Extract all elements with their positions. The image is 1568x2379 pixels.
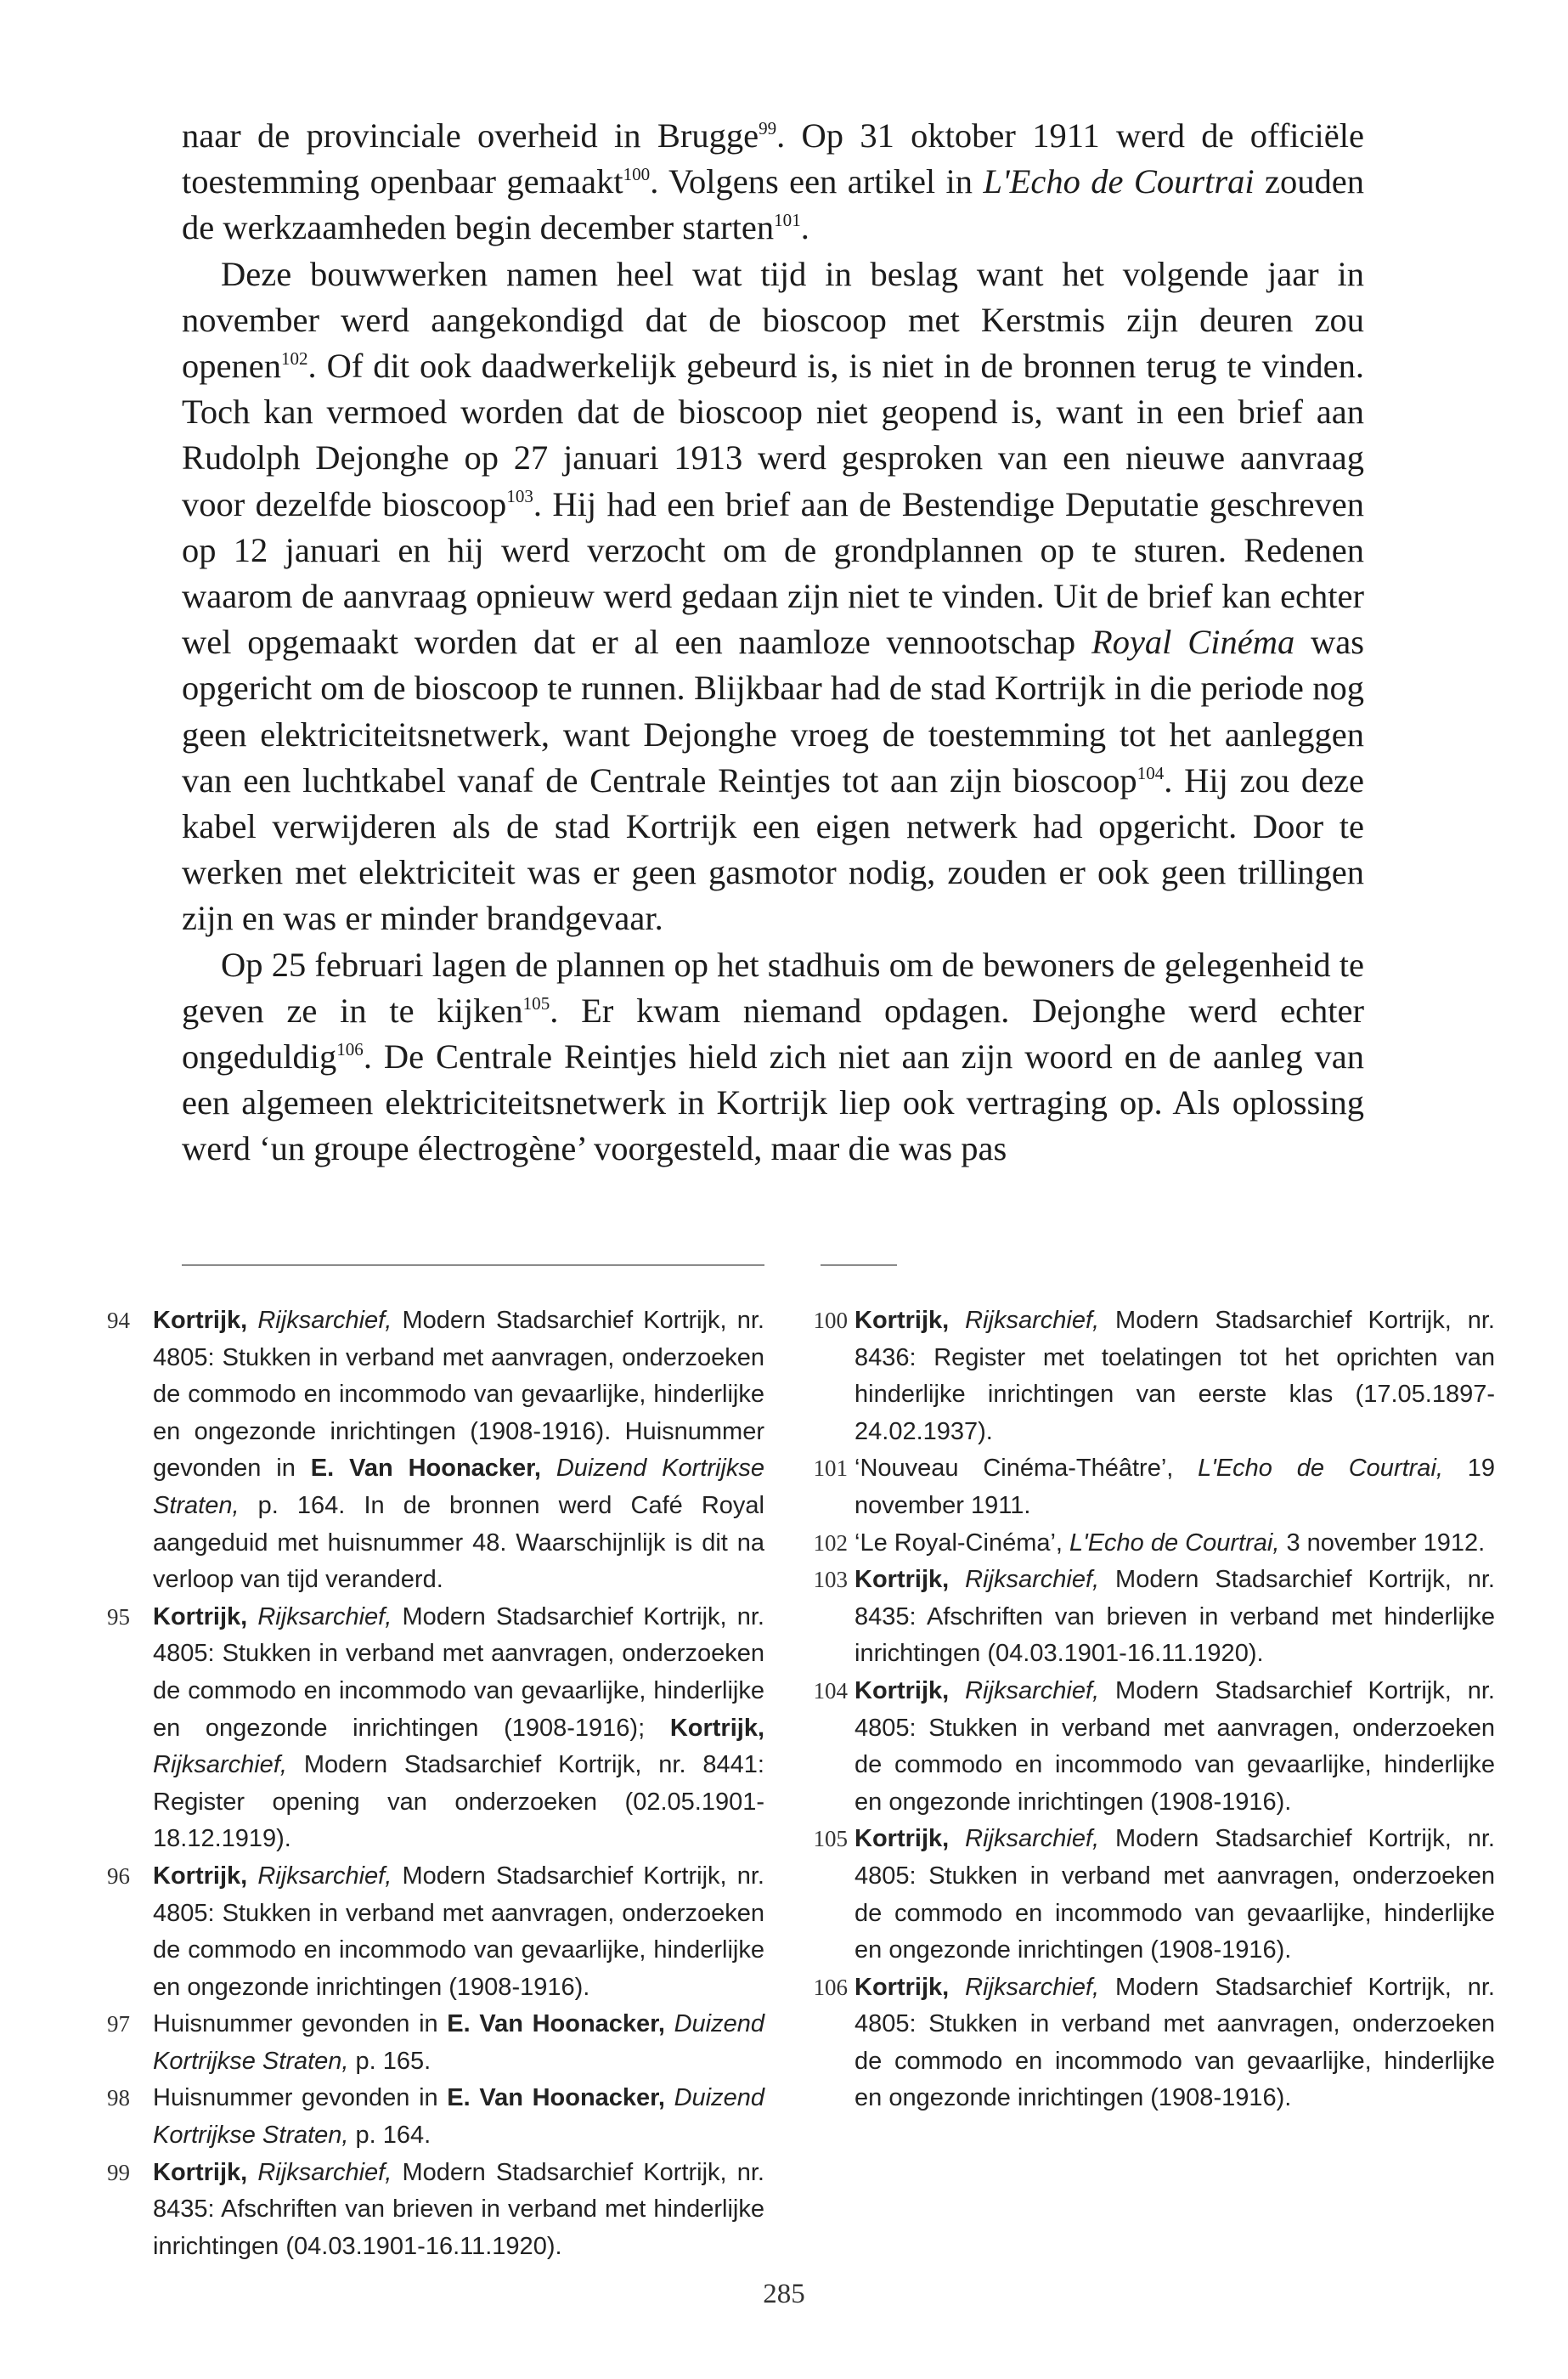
footnote-102	[780, 1525, 1495, 1562]
footnote-94	[107, 1303, 764, 1599]
footnote-italic: Rijksarchief,	[965, 1307, 1100, 1334]
footnote-106	[780, 1969, 1495, 2117]
company-name: Royal Cinéma	[1091, 623, 1295, 662]
footnote-italic: Rijksarchief,	[153, 1751, 287, 1779]
footnote-number: 96	[107, 1862, 130, 1889]
footnote-italic: Rijksarchief,	[965, 1825, 1100, 1853]
footnote-text: Modern Stadsarchief Kortrijk, nr. 4805: Stukken in verband met aanvragen, onderzoeken de commodo en incommodo van gevaarlijke, hinderlijke en ongezonde inrichtingen (1908-1916);	[153, 1602, 764, 1742]
page-number: 285	[763, 2279, 805, 2309]
footnote-97	[107, 2006, 764, 2080]
footnote-text: ‘Nouveau Cinéma-Théâtre’,	[855, 1455, 1199, 1483]
footnote-bold: Kortrijk,	[669, 1714, 764, 1742]
footnote-separator-short	[821, 1264, 897, 1266]
footnote-text: p. 164. In de bronnen werd Café Royal aangeduid met huisnummer 48. Waarschijnlijk is dit na verloop van tijd veranderd.	[153, 1491, 764, 1594]
footnote-99	[107, 2155, 764, 2266]
footnote-ref-99[interactable]: 99	[759, 117, 777, 138]
footnote-text: Huisnummer gevonden in	[153, 2084, 448, 2112]
text-span: Op 25 februari lagen de plannen op het stadhuis om de bewoners de gelegenheid te geven ze in te kijken	[182, 945, 1364, 1030]
text-span: . Op 31 oktober 1911 werd de officiële toestemming openbaar gemaakt	[182, 116, 1364, 201]
footnote-number: 102	[813, 1529, 848, 1556]
footnote-bold: Kortrijk,	[855, 1973, 950, 2001]
footnote-105	[780, 1821, 1495, 1969]
footnote-ref-104[interactable]: 104	[1137, 762, 1165, 783]
footnote-separator	[182, 1264, 764, 1266]
footnote-number: 100	[813, 1308, 848, 1333]
footnotes-right-column	[780, 1303, 1495, 2117]
footnote-text: Modern Stadsarchief Kortrijk, nr. 8435: Afschriften van brieven in verband met hinderlijke inrichtingen (04.03.1901-16.11.1920).	[153, 2158, 764, 2260]
paragraph-1	[182, 113, 1364, 251]
footnote-text: Modern Stadsarchief Kortrijk, nr. 4805: Stukken in verband met aanvragen, onderzoeken de commodo en incommodo van gevaarlijke, hinderlijke en ongezonde inrichtingen (1908-1916).	[153, 1862, 764, 2001]
footnote-104	[780, 1673, 1495, 1821]
text-span: . Er kwam niemand opdagen. Dejonghe werd echter ongeduldig	[182, 991, 1364, 1076]
footnote-text: ‘Le Royal-Cinéma’,	[855, 1529, 1070, 1557]
footnote-ref-101[interactable]: 101	[774, 210, 801, 231]
footnote-number: 104	[813, 1677, 848, 1704]
footnote-number: 101	[813, 1455, 848, 1482]
footnote-italic: Rijksarchief,	[257, 1307, 392, 1334]
footnote-ref-106[interactable]: 106	[336, 1038, 364, 1060]
footnote-number: 105	[813, 1826, 848, 1852]
footnote-number: 99	[107, 2159, 130, 2185]
footnote-text: Modern Stadsarchief Kortrijk, nr. 8436: Register met toelatingen tot het oprichten van hinderlijke inrichtingen van eerste klas (17.05.1897-24.02.1937).	[855, 1307, 1495, 1445]
footnote-bold: Kortrijk,	[855, 1566, 950, 1594]
footnote-italic: Rijksarchief,	[257, 1602, 392, 1630]
footnote-ref-100[interactable]: 100	[623, 164, 651, 185]
footnote-italic: Duizend Kortrijkse Straten,	[153, 1455, 764, 1519]
footnote-103	[780, 1562, 1495, 1673]
text-span: was opgericht om de bioscoop te runnen. Blijkbaar had de stad Kortrijk in die periode nog geen elektriciteitsnetwerk, want Dejonghe vroeg de toestemming tot het aanleggen van een luchtkabel vanaf de Centrale Reintjes tot aan zijn bioscoop	[182, 623, 1364, 800]
footnote-italic: Rijksarchief,	[257, 1862, 392, 1890]
text-span: . Volgens een artikel in	[650, 162, 984, 201]
footnote-text: p. 165.	[348, 2047, 431, 2075]
footnotes-left-column	[107, 1303, 764, 2265]
footnote-96	[107, 1858, 764, 2006]
footnote-number: 95	[107, 1603, 130, 1630]
footnote-95	[107, 1599, 764, 1858]
footnote-number: 103	[813, 1567, 848, 1593]
text-span: . De Centrale Reintjes hield zich niet aan zijn woord en de aanleg van een algemeen elektriciteitsnetwerk in Kortrijk liep ook vertraging op. Als oplossing werd ‘un groupe électrogène’ voorgesteld, maar die was pas	[182, 1037, 1364, 1168]
text-span: . Hij zou deze kabel verwijderen als de stad Kortrijk een eigen netwerk had opgericht. Door te werken met elektriciteit was er geen gasmotor nodig, zouden er ook geen trillingen zijn en was er minder brandgevaar.	[182, 760, 1364, 938]
footnote-text: Modern Stadsarchief Kortrijk, nr. 4805: Stukken in verband met aanvragen, onderzoeken de commodo en incommodo van gevaarlijke, hinderlijke en ongezonde inrichtingen (1908-1916).	[855, 1825, 1495, 1964]
text-span: . Hij had een brief aan de Bestendige Deputatie geschreven op 12 januari en hij werd verzocht om de grondplannen op te sturen. Redenen waarom de aanvraag opnieuw werd gedaan zijn niet te vinden. Uit de brief kan echter wel opgemaakt worden dat er al een naamloze vennootschap	[182, 484, 1364, 662]
footnote-number: 94	[107, 1308, 130, 1333]
footnote-bold: Kortrijk,	[153, 1862, 248, 1890]
newspaper-title: L'Echo de Courtrai	[983, 162, 1255, 201]
footnote-italic: Rijksarchief,	[257, 2158, 392, 2186]
footnote-bold: Kortrijk,	[153, 1602, 248, 1630]
body-text	[182, 113, 1364, 1173]
footnote-italic: L'Echo de Courtrai,	[1069, 1529, 1280, 1557]
footnote-text: 3 november 1912.	[1279, 1529, 1486, 1557]
footnote-text: p. 164.	[348, 2122, 431, 2150]
footnote-bold: Kortrijk,	[153, 1307, 248, 1334]
footnote-text: Huisnummer gevonden in	[153, 2010, 448, 2038]
footnote-ref-105[interactable]: 105	[522, 992, 550, 1014]
text-span: . Of dit ook daadwerkelijk gebeurd is, is niet in de bronnen terug te vinden. Toch kan vermoed worden dat de bioscoop niet geopend is, want in een brief aan Rudolph Dejonghe op 27 januari 1913 werd gesproken van een nieuwe aanvraag voor dezelfde bioscoop	[182, 347, 1364, 523]
footnote-98	[107, 2080, 764, 2154]
footnote-101	[780, 1450, 1495, 1524]
footnote-100	[780, 1303, 1495, 1450]
footnote-ref-102[interactable]: 102	[280, 348, 308, 369]
text-span: .	[800, 208, 809, 247]
footnote-bold: E. Van Hoonacker,	[310, 1455, 541, 1483]
paragraph-2	[182, 251, 1364, 942]
footnote-number: 98	[107, 2085, 130, 2111]
paragraph-3	[182, 942, 1364, 1173]
text-span: naar de provinciale overheid in Brugge	[182, 116, 759, 155]
footnote-ref-103[interactable]: 103	[506, 486, 533, 507]
footnote-bold: Kortrijk,	[855, 1676, 950, 1704]
footnote-bold: E. Van Hoonacker,	[447, 2084, 665, 2112]
footnote-text: 19 november 1911.	[855, 1455, 1495, 1519]
footnote-italic: Rijksarchief,	[965, 1973, 1100, 2001]
footnote-italic: Rijksarchief,	[965, 1566, 1100, 1594]
footnote-bold: E. Van Hoonacker,	[447, 2010, 665, 2038]
footnote-bold: Kortrijk,	[855, 1825, 950, 1853]
footnote-bold: Kortrijk,	[153, 2158, 248, 2186]
footnote-number: 97	[107, 2011, 130, 2037]
footnote-italic: Rijksarchief,	[965, 1676, 1100, 1704]
footnote-italic: L'Echo de Courtrai,	[1198, 1455, 1443, 1483]
footnote-italic: Duizend Kortrijkse Straten,	[153, 2010, 764, 2075]
text-span: Deze bouwwerken namen heel wat tijd in beslag want het volgende jaar in november werd aangekondigd dat de bioscoop met Kerstmis zijn deuren zou openen	[182, 254, 1364, 386]
footnote-text: Modern Stadsarchief Kortrijk, nr. 8441: Register opening van onderzoeken (02.05.1901-18.12.1919).	[153, 1751, 764, 1853]
footnote-text: Modern Stadsarchief Kortrijk, nr. 8435: Afschriften van brieven in verband met hinderlijke inrichtingen (04.03.1901-16.11.1920).	[855, 1566, 1495, 1668]
footnote-text: Modern Stadsarchief Kortrijk, nr. 4805: Stukken in verband met aanvragen, onderzoeken de commodo en incommodo van gevaarlijke, hinderlijke en ongezonde inrichtingen (1908-1916).	[855, 1676, 1495, 1816]
footnote-text: Modern Stadsarchief Kortrijk, nr. 4805: Stukken in verband met aanvragen, onderzoeken de commodo en incommodo van gevaarlijke, hinderlijke en ongezonde inrichtingen (1908-1916).	[855, 1973, 1495, 2112]
footnote-number: 106	[813, 1974, 848, 2000]
text-span: zouden de werkzaamheden begin december starten	[182, 162, 1364, 247]
footnote-text: Modern Stadsarchief Kortrijk, nr. 4805: Stukken in verband met aanvragen, onderzoeken de commodo en incommodo van gevaarlijke, hinderlijke en ongezonde inrichtingen (1908-1916). Huisnummer gevonden in	[153, 1307, 764, 1483]
footnote-bold: Kortrijk,	[855, 1307, 950, 1334]
footnote-italic: Duizend Kortrijkse Straten,	[153, 2084, 764, 2150]
